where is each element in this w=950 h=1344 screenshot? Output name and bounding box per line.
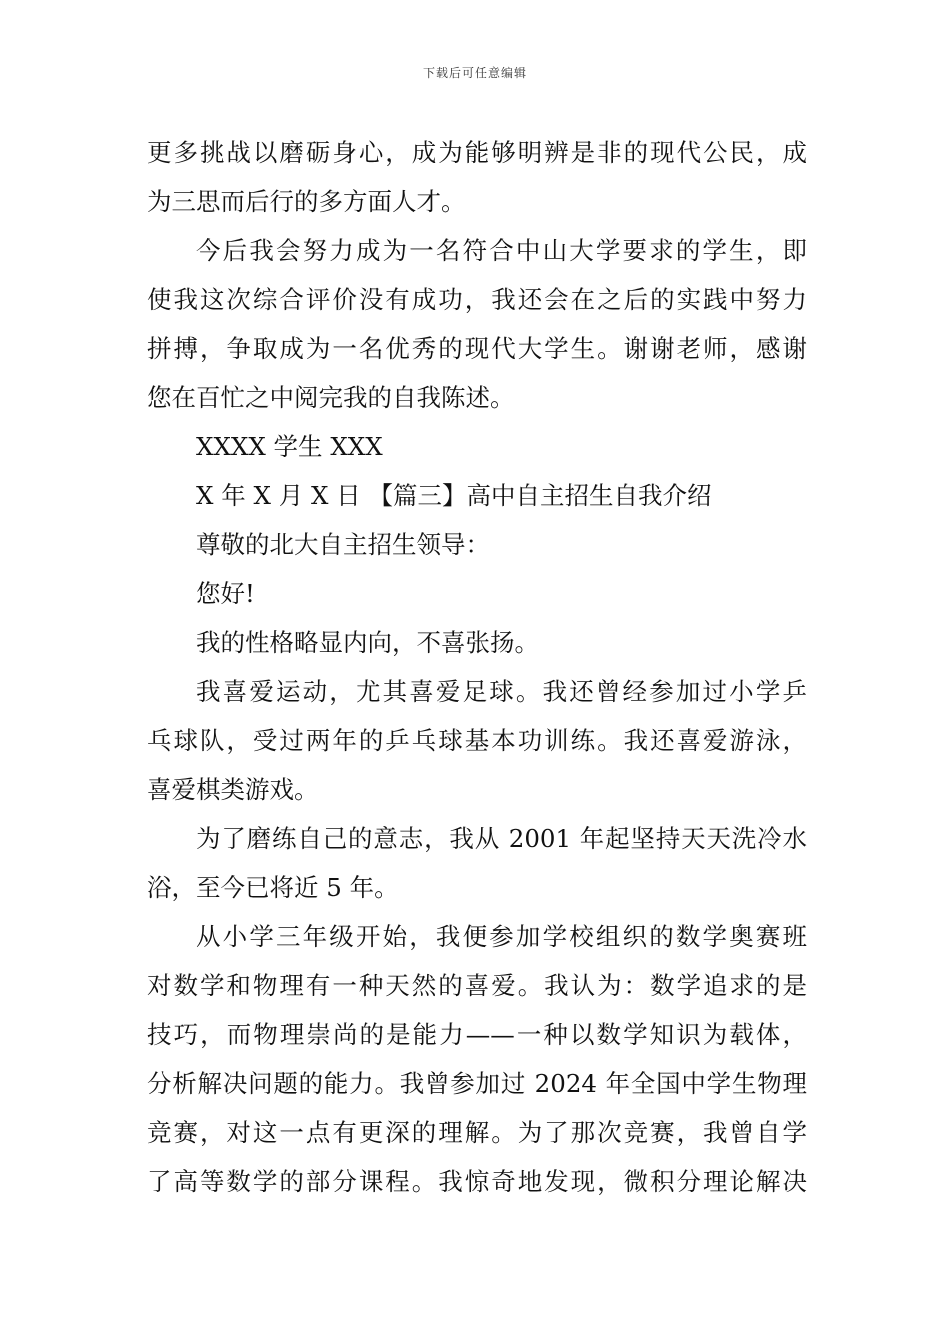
text-line: X 年 X 月 X 日 【篇三】高中自主招生自我介绍	[196, 481, 712, 510]
text-line: 对数学和物理有一种天然的喜爱。我认为：数学追求的是	[147, 971, 807, 1000]
document-body	[147, 128, 807, 1206]
text-line: 为三思而后行的多方面人才。	[147, 187, 466, 216]
text-line: 竞赛，对这一点有更深的理解。为了那次竞赛，我曾自学	[147, 1118, 807, 1147]
text-line: 我喜爱运动，尤其喜爱足球。我还曾经参加过小学乒	[196, 677, 807, 706]
text-line: 技巧，而物理崇尚的是能力——一种以数学知识为载体，	[147, 1020, 807, 1049]
text-line: 乓球队，受过两年的乒乓球基本功训练。我还喜爱游泳，	[147, 726, 807, 755]
text-line: 为了磨练自己的意志，我从 2001 年起坚持天天洗冷水	[196, 824, 807, 853]
text-line: 从小学三年级开始，我便参加学校组织的数学奥赛班	[196, 922, 807, 951]
text-line: 我的性格略显内向，不喜张扬。	[196, 628, 539, 657]
text-line: 今后我会努力成为一名符合中山大学要求的学生，即	[196, 236, 807, 265]
text-line: 更多挑战以磨砺身心，成为能够明辨是非的现代公民，成	[147, 138, 807, 167]
text-line: 尊敬的北大自主招生领导：	[196, 530, 490, 559]
text-line: XXXX 学生 XXX	[196, 432, 383, 461]
page-header-note: 下载后可任意编辑	[422, 66, 527, 80]
text-line: 使我这次综合评价没有成功，我还会在之后的实践中努力	[147, 285, 807, 314]
text-line: 拼搏，争取成为一名优秀的现代大学生。谢谢老师，感谢	[147, 334, 807, 363]
text-line: 分析解决问题的能力。我曾参加过 2024 年全国中学生物理	[147, 1069, 807, 1098]
text-line: 您在百忙之中阅完我的自我陈述。	[147, 383, 515, 412]
text-line: 您好!	[196, 579, 255, 608]
text-line: 了高等数学的部分课程。我惊奇地发现，微积分理论解决	[147, 1167, 807, 1196]
text-line: 浴，至今已将近 5 年。	[147, 873, 399, 902]
text-line: 喜爱棋类游戏。	[147, 775, 319, 804]
